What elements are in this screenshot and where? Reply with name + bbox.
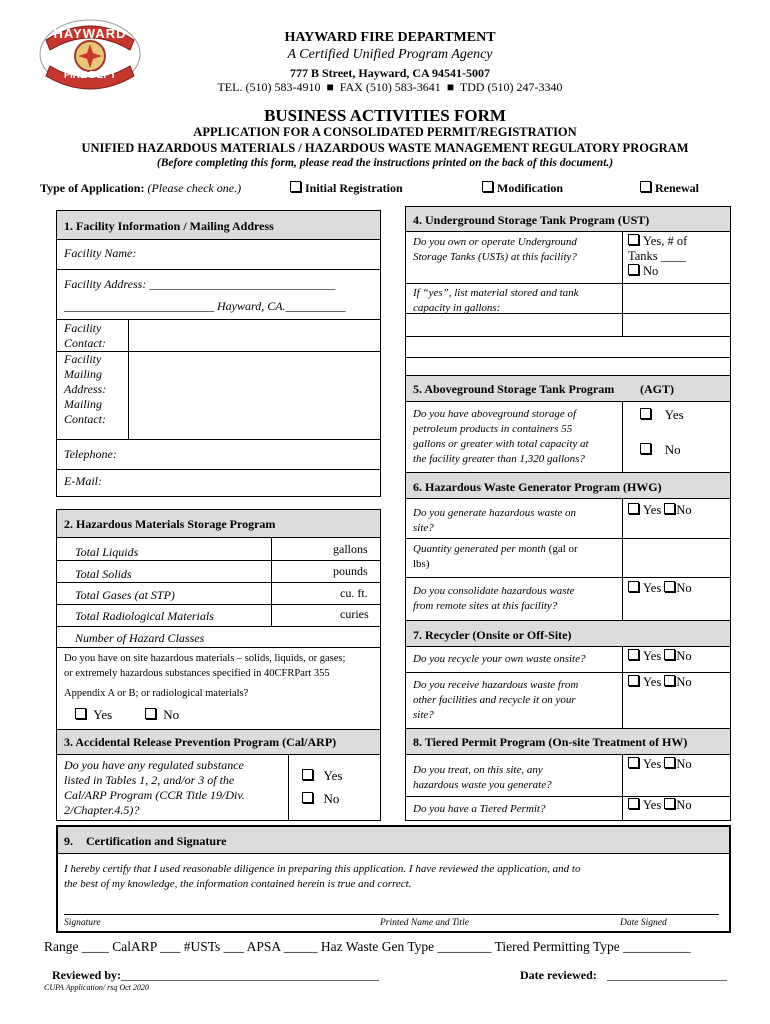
section-9-title: Certification and Signature [86,834,227,848]
printed-name-label: Printed Name and Title [380,918,469,928]
no-option[interactable] [664,581,691,595]
no-label: No [676,649,692,663]
no-label: No [163,707,180,722]
question-line: petroleum products in containers 55 [413,423,573,435]
total-solids-label: Total Solids [75,567,132,581]
no-label: No [643,264,659,278]
question-line: gallons or greater with total capacity at [413,438,589,450]
date-reviewed-field[interactable]: ____________________ [607,968,727,982]
section-4-title: 4. Underground Storage Tank Program (UST) [413,213,650,227]
section-5-yes[interactable] [640,407,684,423]
checkbox-icon[interactable] [664,649,675,660]
application-type [40,181,241,196]
tanks-count-field[interactable]: Tanks ____ [628,249,686,263]
question-line: Do you consolidate hazardous waste [413,585,575,597]
section-7-question-1: Do you recycle your own waste onsite? [413,653,586,665]
checkbox-icon[interactable] [302,769,313,780]
total-liquids-label: Total Liquids [75,545,139,559]
form-title: BUSINESS ACTIVITIES FORM [264,106,506,125]
question-line: hazardous waste you generate? [413,779,552,791]
yes-label: Yes [643,675,662,689]
yes-option[interactable] [628,757,661,771]
section-4-answers [628,234,687,279]
section-2-question [64,651,345,701]
option-initial-registration[interactable] [290,181,403,196]
section-6-question-1 [413,506,576,536]
section-5-abbr: (AGT) [640,382,674,396]
question-line: Do you have aboveground storage of [413,408,577,420]
unit-hint: (gal or [548,543,578,555]
option-label: Initial Registration [305,181,403,195]
section-7-question-2 [413,678,578,723]
yes-option[interactable] [628,675,661,689]
mailing-address-label [64,352,106,427]
yes-label: Yes [93,707,113,722]
checkbox-icon[interactable] [628,503,639,514]
no-option[interactable] [664,675,691,689]
checkbox-icon[interactable] [664,675,675,686]
form-subtitle-1: APPLICATION FOR A CONSOLIDATED PERMIT/REGISTRATION [193,125,577,139]
checkbox-icon[interactable] [628,649,639,660]
no-label: No [676,675,692,689]
question-line: Do you have on site hazardous materials – solids, liquids, or gases; [64,653,346,664]
facility-contact-label [64,321,106,351]
yes-label: Yes [643,581,662,595]
yes-option[interactable] [628,581,661,595]
yes-option[interactable] [628,649,661,663]
checkbox-icon[interactable] [290,181,301,192]
section-3-question [64,758,245,818]
label-line: Mailing [64,397,102,411]
section-8-q1-options [628,757,692,772]
ust-no-option[interactable] [628,264,687,279]
no-label: No [676,503,692,517]
yes-label: Yes, # of [643,234,688,248]
section-8-question-1 [413,763,552,793]
yes-label: Yes [643,757,662,771]
question-line: from remote sites at this facility? [413,600,558,612]
question-line: listed in Tables 1, 2, and/or 3 of the [64,773,235,787]
question-line: Do you generate hazardous waste on [413,507,577,519]
cu-ft-unit: cu. ft. [340,586,368,600]
no-label: No [676,581,692,595]
date-signed-label: Date Signed [620,918,667,928]
option-renewal[interactable] [640,181,699,196]
checkbox-icon[interactable] [628,757,639,768]
checkbox-icon[interactable] [664,581,675,592]
certification-line: the best of my knowledge, the information contained herein is true and correct. [64,878,412,890]
form-code: CUPA Application/ rsq Oct 2020 [44,983,149,992]
option-modification[interactable] [482,181,563,196]
section-4-question-1 [413,235,577,265]
yes-label: Yes [643,798,662,812]
question-line: Do you have any regulated substance [64,758,244,772]
section-5-title: 5. Aboveground Storage Tank Program [413,382,615,396]
date-reviewed-label: Date reviewed: [520,968,597,982]
section-8-q2-options [628,798,692,813]
facility-address-line-2: _________________________ Hayward, CA.__________ [64,299,346,313]
telephone-label: Telephone: [64,447,117,461]
yes-option[interactable] [628,798,661,812]
no-label: No [664,442,681,457]
reviewed-by-field[interactable]: ___________________________________________ [121,968,379,982]
section-5-no[interactable] [640,442,681,458]
section-3-yes[interactable] [302,768,342,784]
option-label: Renewal [655,181,699,195]
certification-line: I hereby certify that I used reasonable diligence in preparing this application. I have reviewed the application, and to [64,863,581,875]
checkbox-icon[interactable] [628,675,639,686]
label-line: Mailing [64,367,102,381]
checkbox-icon[interactable] [664,503,675,514]
checkbox-icon[interactable] [664,798,675,809]
yes-label: Yes [643,649,662,663]
question-line: Do you own or operate Underground [413,236,577,248]
total-gases-label: Total Gases (at STP) [75,588,175,602]
no-option[interactable] [664,649,691,663]
facility-name-label: Facility Name: [64,246,137,260]
section-7-q1-options [628,649,692,664]
total-radiological-label: Total Radiological Materials [75,609,214,623]
section-7-title: 7. Recycler (Onsite or Off-Site) [413,628,572,642]
no-option[interactable] [664,503,691,517]
section-1-title: 1. Facility Information / Mailing Address [64,219,274,233]
yes-label: Yes [323,768,343,783]
section-3-title: 3. Accidental Release Prevention Program (Cal/ARP) [64,735,337,749]
section-2-title: 2. Hazardous Materials Storage Program [64,517,276,531]
logo-text-bottom: FIRE DEPT [63,70,117,81]
section-6-question-3 [413,584,575,614]
question-line: the facility greater than 1,320 gallons? [413,453,585,465]
question-line: Appendix A or B; or radiological materials? [64,688,249,699]
ust-yes-option[interactable] [628,234,687,249]
label-line: Contact: [64,336,106,350]
section-2-no[interactable] [145,707,179,723]
section-4-question-2 [413,286,579,316]
question-line: If “yes”, list material stored and tank [413,287,579,299]
bullet-icon: ■ [443,80,458,94]
checkbox-icon[interactable] [664,757,675,768]
certification-text [64,862,580,892]
section-6-q1-options [628,503,692,518]
question-line: 2/Chapter.4.5)? [64,803,140,817]
no-label: No [323,791,340,806]
contact-line [170,80,610,95]
fax: FAX (510) 583-3641 [339,80,441,94]
section-6-question-2 [413,542,578,572]
no-label: No [676,798,692,812]
signature-line[interactable] [64,914,719,915]
label-line: Facility [64,321,102,335]
signature-label: Signature [64,918,101,928]
section-5-question [413,407,589,467]
logo [38,18,142,90]
agency-line: A Certified Unified Program Agency [287,47,493,62]
instructions-note: (Before completing this form, please read the instructions printed on the back of this document.) [156,157,614,169]
no-option[interactable] [664,757,691,771]
logo-text-top: HAYWARD [53,26,127,41]
option-label: Modification [497,181,563,195]
question-line: other facilities and recycle it on your [413,694,576,706]
label-line: Address: [64,382,107,396]
label-line: Facility [64,352,102,366]
section-2-yes[interactable] [75,707,112,723]
section-8-question-2: Do you have a Tiered Permit? [413,803,546,815]
section-9-number: 9. [64,834,73,848]
address-line: 777 B Street, Hayward, CA 94541-5007 [289,66,491,80]
no-option[interactable] [664,798,691,812]
question-line: site? [413,522,434,534]
unit-hint: lbs) [413,558,430,570]
email-label: E-Mail: [64,474,102,488]
office-use-line: Range ____ CalARP ___ #USTs ___ APSA _____ Haz Waste Gen Type ________ Tiered Permitting Type __________ [44,939,691,954]
reviewed-by-label: Reviewed by: [52,968,121,982]
application-type-label: Type of Application: [40,181,145,195]
application-type-hint: (Please check one.) [147,181,242,195]
checkbox-icon[interactable] [75,708,86,719]
curies-unit: curies [340,607,369,621]
question-line: Quantity generated per month [413,543,546,555]
checkbox-icon[interactable] [145,708,156,719]
pounds-unit: pounds [333,564,368,578]
checkbox-icon[interactable] [640,181,651,192]
question-line: Do you treat, on this site, any [413,764,543,776]
checkbox-icon[interactable] [482,181,493,192]
checkbox-icon[interactable] [640,443,651,454]
yes-option[interactable] [628,503,661,517]
question-line: Cal/ARP Program (CCR Title 19/Div. [64,788,245,802]
question-line: or extremely hazardous substances specified in 40CFRPart 355 [64,668,330,679]
checkbox-icon[interactable] [628,264,639,275]
no-label: No [676,757,692,771]
question-line: site? [413,709,434,721]
bullet-icon: ■ [323,80,337,94]
checkbox-icon[interactable] [640,408,651,419]
hazard-classes-label: Number of Hazard Classes [75,631,205,645]
section-8-title: 8. Tiered Permit Program (On-site Treatment of HW) [413,735,688,749]
question-line: capacity in gallons: [413,302,501,314]
question-line: Do you receive hazardous waste from [413,679,579,691]
section-6-title: 6. Hazardous Waste Generator Program (HWG) [413,480,662,494]
tel: TEL. (510) 583-4910 [217,80,321,94]
tdd: TDD (510) 247-3340 [459,80,563,94]
yes-label: Yes [664,407,684,422]
form-subtitle-2: UNIFIED HAZARDOUS MATERIALS / HAZARDOUS WASTE MANAGEMENT REGULATORY PROGRAM [81,141,689,155]
facility-address-label: Facility Address: _______________________________ [64,277,336,291]
checkbox-icon[interactable] [628,234,639,245]
gallons-unit: gallons [333,542,368,556]
question-line: Storage Tanks (USTs) at this facility? [413,251,577,263]
checkbox-icon[interactable] [302,792,313,803]
checkbox-icon[interactable] [628,581,639,592]
section-6-q3-options [628,581,692,596]
label-line: Contact: [64,412,106,426]
yes-label: Yes [643,503,662,517]
section-7-q2-options [628,675,692,690]
department-name: HAYWARD FIRE DEPARTMENT [284,30,496,45]
section-3-no[interactable] [302,791,339,807]
checkbox-icon[interactable] [628,798,639,809]
